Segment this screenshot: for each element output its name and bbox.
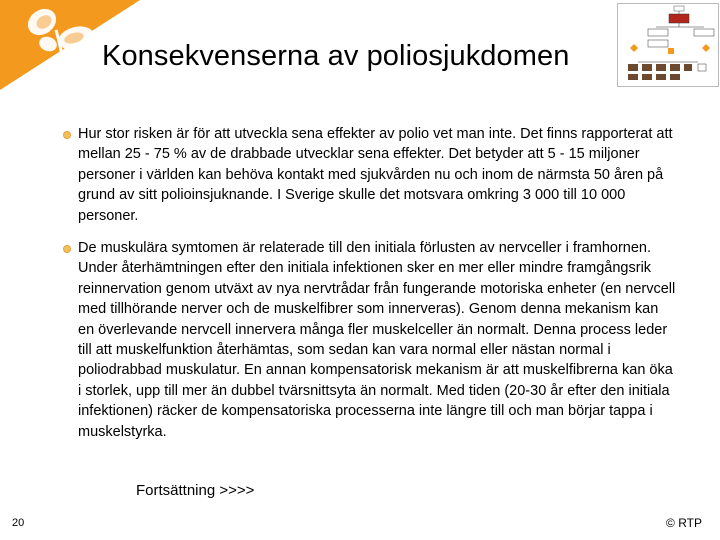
bullet-item: [63, 238, 678, 442]
bullet-item: [63, 124, 678, 226]
bullet-text: Hur stor risken är för att utveckla sena effekter av polio vet man inte. Det finns rapporterat att mellan 25 - 75 % av de drabbade utvecklar sena effekter. Det betyder att 5 - 15 miljoner personer i världen kan behöva kontakt med sjukvården nu och inom de närmsta 50 åren på grund av sitt polioinsjuknande. I Sverige skulle det motsvara omkring 3 000 till 10 000 personer.: [78, 126, 673, 224]
copyright: © RTP: [666, 516, 702, 530]
bullet-dot-icon: [63, 245, 71, 253]
page-title: Konsekvenserna av poliosjukdomen: [102, 40, 570, 72]
continue-link[interactable]: Fortsättning >>>>: [136, 482, 255, 499]
page-number: 20: [12, 517, 25, 529]
flowchart-thumbnail: [617, 3, 719, 87]
bullet-list: [63, 124, 678, 454]
bullet-text: De muskulära symtomen är relaterade till den initiala förlusten av nervceller i framhornen. Under återhämtningen efter den initiala infektionen sker en mer eller mindre framgångsrik reinnervation genom utväxt av nya nervtrådar från fungerande motoriska enheter (en nervcell med tillhörande nerver och de muskelfibrer som innerveras). Genom denna mekanism kan en överlevande nervcell innervera många fler muskelceller än normalt. Denna process leder till att muskelfunktion återhämtas, som sedan kan vara normal eller nästan normal i poliodrabbad muskulatur. En annan kompensatorisk mekanism är att muskelfibrerna kan öka i storlek, upp till mer än dubbel tvärsnittsyta än normalt. Med tiden (20-30 år efter den initiala infektionen) räcker de kompensatoriska processerna inte längre till och man börjar tappa i muskelstyrka.: [78, 240, 676, 440]
bullet-dot-icon: [63, 131, 71, 139]
